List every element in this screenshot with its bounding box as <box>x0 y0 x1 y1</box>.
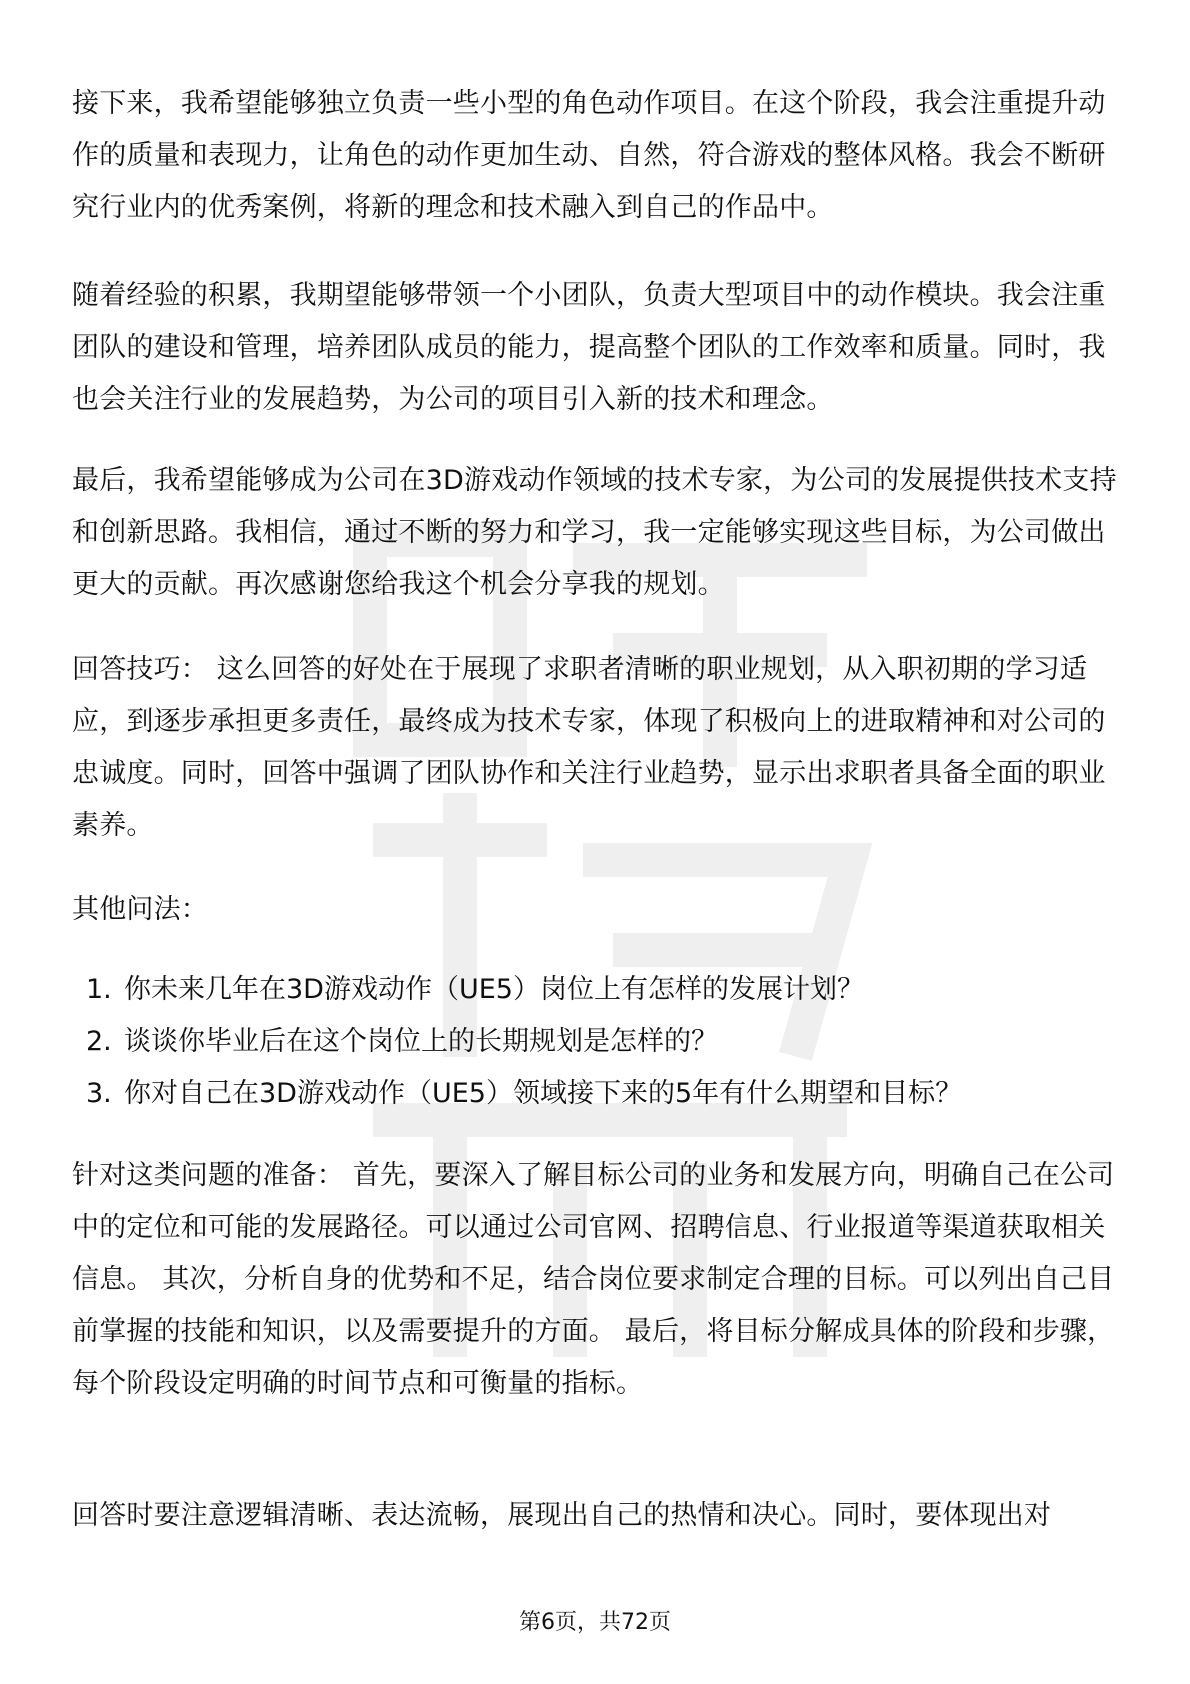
paragraph-1: 接下来，我希望能够独立负责一些小型的角色动作项目。在这个阶段，我会注重提升动作的质量和表现力，让角色的动作更加生动、自然，符合游戏的整体风格。我会不断研究行业内的优秀案例，将新的理念和技术融入到自己的作品中。 <box>72 88 1106 223</box>
list-item-number: 3. <box>86 1078 112 1109</box>
paragraph-preparation: 针对这类问题的准备： 首先，要深入了解目标公司的业务和发展方向，明确自己在公司中的定位和可能的发展路径。可以通过公司官网、招聘信息、行业报道等渠道获取相关信息。 其次，分析自身的优势和不足，结合岗位要求制定合理的目标。可以列出自己目前掌握的技能和知识，以及需要提升的方面。 最后，将目标分解成具体的阶段和步骤，每个阶段设定明确的时间节点和可衡量的指标。 <box>72 1160 1115 1399</box>
other-questions-list <box>72 964 1120 1120</box>
paragraph-3: 最后，我希望能够成为公司在3D游戏动作领域的技术专家，为公司的发展提供技术支持和创新思路。我相信，通过不断的努力和学习，我一定能够实现这些目标，为公司做出更大的贡献。再次感谢您给我这个机会分享我的规划。 <box>72 465 1117 600</box>
paragraph-last: 回答时要注意逻辑清晰、表达流畅，展现出自己的热情和决心。同时，要体现出对 <box>72 1500 1052 1531</box>
list-item-text: 你对自己在3D游戏动作（UE5）领域接下来的5年有什么期望和目标？ <box>124 1078 963 1109</box>
list-item-number: 2. <box>86 1026 112 1057</box>
list-item <box>72 1016 1120 1068</box>
list-item-text: 你未来几年在3D游戏动作（UE5）岗位上有怎样的发展计划？ <box>124 974 864 1005</box>
list-item-text: 谈谈你毕业后在这个岗位上的长期规划是怎样的？ <box>124 1026 718 1057</box>
list-item <box>72 964 1120 1016</box>
list-item <box>72 1068 1120 1120</box>
paragraph-other-questions-heading: 其他问法： <box>72 894 208 925</box>
paragraph-2: 随着经验的积累，我期望能够带领一个小团队，负责大型项目中的动作模块。我会注重团队的建设和管理，培养团队成员的能力，提高整个团队的工作效率和质量。同时，我也会关注行业的发展趋势，为公司的项目引入新的技术和理念。 <box>72 280 1106 415</box>
paragraph-answer-tips: 回答技巧： 这么回答的好处在于展现了求职者清晰的职业规划，从入职初期的学习适应，到逐步承担更多责任，最终成为技术专家，体现了积极向上的进取精神和对公司的忠诚度。同时，回答中强调了团队协作和关注行业趋势，显示出求职者具备全面的职业素养。 <box>72 654 1106 841</box>
list-item-number: 1. <box>86 974 112 1005</box>
page-footer: 第6页，共72页 <box>519 1610 671 1635</box>
